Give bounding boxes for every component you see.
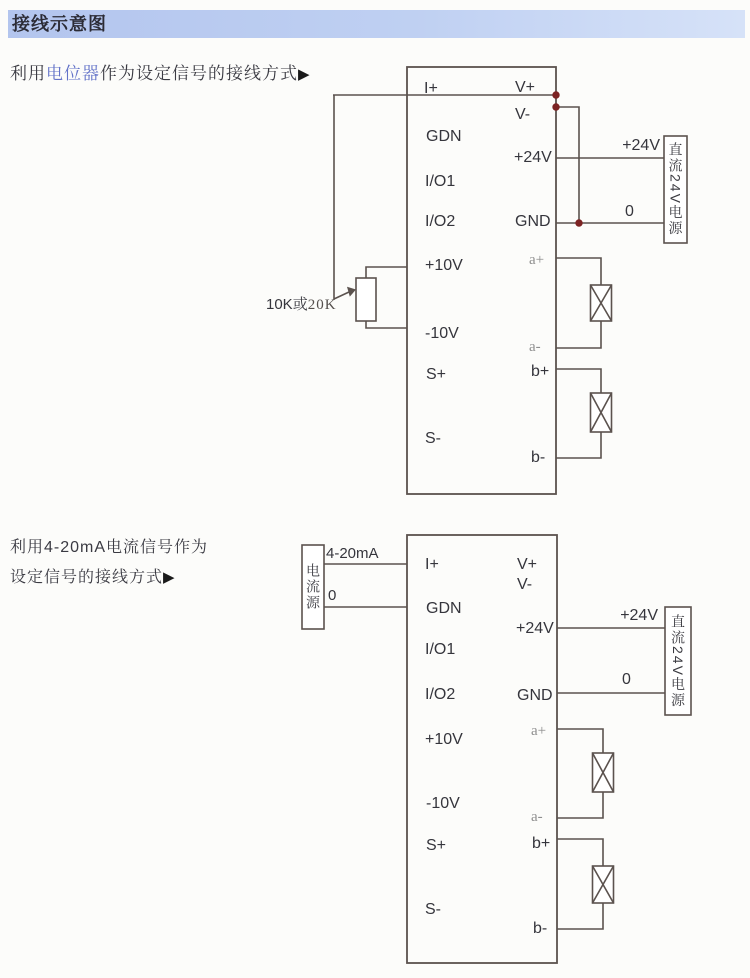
terminal-label: I/O2 [425, 686, 456, 703]
terminal-label: V- [515, 106, 531, 123]
terminal-label: I+ [425, 556, 439, 573]
current-signal-label: 4-20mA [326, 545, 379, 562]
terminal-label: +24V [514, 149, 552, 166]
terminal-label: +24V [516, 620, 554, 637]
v-minus-gnd-jumper-1 [556, 107, 579, 223]
terminal-label: S+ [426, 366, 447, 383]
coil-loop-a-1 [556, 258, 612, 348]
caption-text [10, 563, 208, 593]
caption-text: 利用4-20mA电流信号作为 [10, 539, 209, 556]
terminal-label: a- [531, 809, 543, 825]
terminal-label: I+ [424, 80, 438, 97]
page-title: 接线示意图 [12, 14, 107, 34]
pot-label-part1: 10K或 [266, 296, 308, 313]
psu-name-vertical: 直流24V电源 [670, 613, 686, 709]
terminal-label: b+ [531, 363, 550, 380]
terminal-label: a+ [529, 252, 545, 268]
current-source-name-vertical: 电流源 [305, 563, 321, 611]
coil-loop-b-1 [556, 369, 612, 458]
terminal-label: V+ [515, 79, 536, 96]
pot-label-part2: 20K [307, 297, 337, 313]
terminal-label: b+ [532, 835, 551, 852]
right-triangle-icon: ▶ [298, 66, 311, 83]
terminal-label: -10V [425, 325, 459, 342]
link-potentiometer[interactable]: 电位器 [46, 64, 100, 83]
potentiometer-value-label [266, 297, 337, 313]
terminal-label: +10V [425, 731, 463, 748]
coil-loop-b-2 [557, 839, 614, 929]
terminal-label: S+ [426, 837, 447, 854]
terminal-label: I/O2 [425, 213, 456, 230]
psu-zero-label: 0 [622, 671, 631, 688]
psu-name-vertical: 直流24V电源 [667, 142, 684, 237]
psu-zero-label: 0 [625, 203, 634, 220]
psu-positive-label: +24V [622, 137, 660, 154]
terminal-label: S- [425, 901, 441, 918]
terminal-label: I/O1 [425, 173, 456, 190]
terminal-label: -10V [426, 795, 460, 812]
terminal-label: S- [425, 430, 441, 447]
terminal-label: GDN [426, 600, 462, 617]
terminal-label: +10V [425, 257, 463, 274]
caption-diagram1 [10, 59, 311, 84]
terminal-label: b- [531, 449, 546, 466]
psu-positive-label: +24V [620, 607, 658, 624]
terminal-label: I/O1 [425, 641, 456, 658]
coil-loop-a-2 [557, 729, 614, 818]
terminal-label: a+ [531, 723, 547, 739]
header-bar [8, 10, 745, 38]
terminal-label: b- [533, 920, 548, 937]
caption-text: 作为设定信号的接线方式 [100, 64, 298, 83]
caption-diagram2 [10, 533, 208, 593]
terminal-label: V- [517, 576, 533, 593]
right-triangle-icon: ▶ [163, 569, 176, 586]
terminal-label: GND [517, 687, 553, 704]
terminal-label: V+ [517, 556, 538, 573]
terminal-label: GDN [426, 128, 462, 145]
current-zero-label: 0 [328, 587, 337, 604]
terminal-label: GND [515, 213, 551, 230]
caption-text: 利用 [10, 64, 46, 83]
terminal-label: a- [529, 339, 541, 355]
caption-text: 设定信号的接线方式 [10, 569, 164, 586]
potentiometer-symbol [356, 278, 376, 321]
